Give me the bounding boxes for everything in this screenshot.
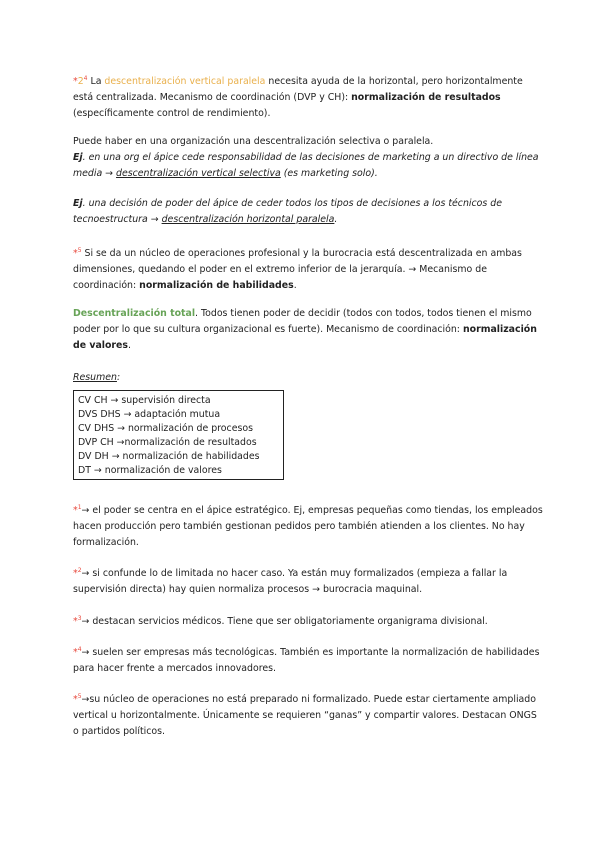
highlight-term: descentralización vertical paralela <box>104 76 266 87</box>
footnote-number: 2 <box>77 76 84 87</box>
note-1 <box>73 500 543 551</box>
footnote-sup: 4 <box>83 75 88 82</box>
footnote-marker: * <box>73 248 78 259</box>
example-link: descentralización vertical selectiva <box>116 168 281 179</box>
note-text: → destacan servicios médicos. Tiene que ser obligatoriamente organigrama divisional. <box>81 616 488 627</box>
body-text: Si se da un núcleo de operaciones profesional y la burocracia está descentralizada en ambas dimensiones, quedando el poder en el extremo inferior de la jerarquía. → Mecanismo de coordinación: <box>73 248 522 291</box>
summary-line: DT → normalización de valores <box>78 465 222 476</box>
body-text: necesita ayuda de la horizontal, pero horizontalmente está centralizada. Mecanismo de coordinación (DVP y CH): <box>73 76 523 103</box>
note-text: →su núcleo de operaciones no está preparado ni formalizado. Puede estar ciertamente ampliado vertical u horizontalmente. Únicamente se requieren “ganas” y compartir valores. Destacan ONGS o partidos políticos. <box>73 694 537 737</box>
note-text: → el poder se centra en el ápice estratégico. Ej, empresas pequeñas como tiendas, los empleados hacen producción pero también gestionan pedidos pero también atienden a los clientes. No hay formalización. <box>73 505 543 548</box>
footnote-marker: * <box>73 616 78 627</box>
summary-line: CV CH → supervisión directa <box>78 395 211 406</box>
summary-line: CV DHS → normalización de procesos <box>78 423 253 434</box>
tail: . <box>128 340 131 351</box>
tail: . <box>293 280 297 291</box>
summary-heading <box>73 370 543 386</box>
paragraph-dvp <box>73 71 543 122</box>
paragraph-professional <box>73 243 543 294</box>
highlight-term: Descentralización total <box>73 308 196 319</box>
footnote-sup: 4 <box>77 646 82 653</box>
paragraph-selective <box>73 134 543 182</box>
note-5 <box>73 689 543 740</box>
footnote-marker: * <box>73 568 78 579</box>
note-3 <box>73 611 543 630</box>
footnote-sup: 2 <box>77 567 82 574</box>
note-2 <box>73 563 543 598</box>
bold-term: normalización de resultados <box>351 92 501 103</box>
summary-title: Resumen <box>73 372 117 383</box>
summary-line: DV DH → normalización de habilidades <box>78 451 260 462</box>
example-link: descentralización horizontal paralela <box>161 214 335 225</box>
footnote-sup: 1 <box>77 504 82 511</box>
body-text: Puede haber en una organización una descentralización selectiva o paralela. <box>73 136 434 147</box>
note-text: → suelen ser empresas más tecnológicas. También es importante la normalización de habilidades para hacer frente a mercados innovadores. <box>73 647 540 674</box>
example-text: . una decisión de poder del ápice de ceder todos los tipos de decisiones a los técnicos de tecnoestructura → <box>73 198 502 225</box>
footnote-marker: * <box>73 505 78 516</box>
example-label: Ej <box>73 198 83 209</box>
body-text: . Todos tienen poder de decidir (todos con todos, todos tienen el mismo poder por lo que su cultura organizacional es fuerte). Mecanismo de coordinación: <box>73 308 532 335</box>
footnote-marker: * <box>73 76 78 87</box>
footnote-sup: 5 <box>77 693 82 700</box>
paragraph-total <box>73 306 543 354</box>
summary-line: DVS DHS → adaptación mutua <box>78 409 221 420</box>
footnote-marker: * <box>73 647 78 658</box>
note-4 <box>73 642 543 677</box>
example-tail: (es marketing solo). <box>283 168 378 179</box>
bold-term: normalización de habilidades <box>139 280 294 291</box>
example-tail: . <box>334 214 338 225</box>
example-text: . en una org el ápice cede responsabilidad de las decisiones de marketing a un directivo de línea media → <box>73 152 539 179</box>
example-label: Ej <box>73 152 83 163</box>
paragraph-parallel <box>73 196 543 228</box>
summary-colon: : <box>116 372 121 383</box>
summary-box <box>73 390 284 480</box>
footnote-sup: 5 <box>77 247 82 254</box>
summary-line: DVP CH →normalización de resultados <box>78 437 257 448</box>
footnote-sup: 3 <box>77 615 82 622</box>
note-text: → si confunde lo de limitada no hacer caso. Ya están muy formalizados (empieza a fallar la supervisión directa) hay quien normaliza procesos → burocracia maquinal. <box>73 568 508 595</box>
footnote-marker: * <box>73 694 78 705</box>
body-text: (específicamente control de rendimiento). <box>73 108 271 119</box>
bold-term: normalización de valores <box>73 324 537 351</box>
lead-word: La <box>90 76 102 87</box>
